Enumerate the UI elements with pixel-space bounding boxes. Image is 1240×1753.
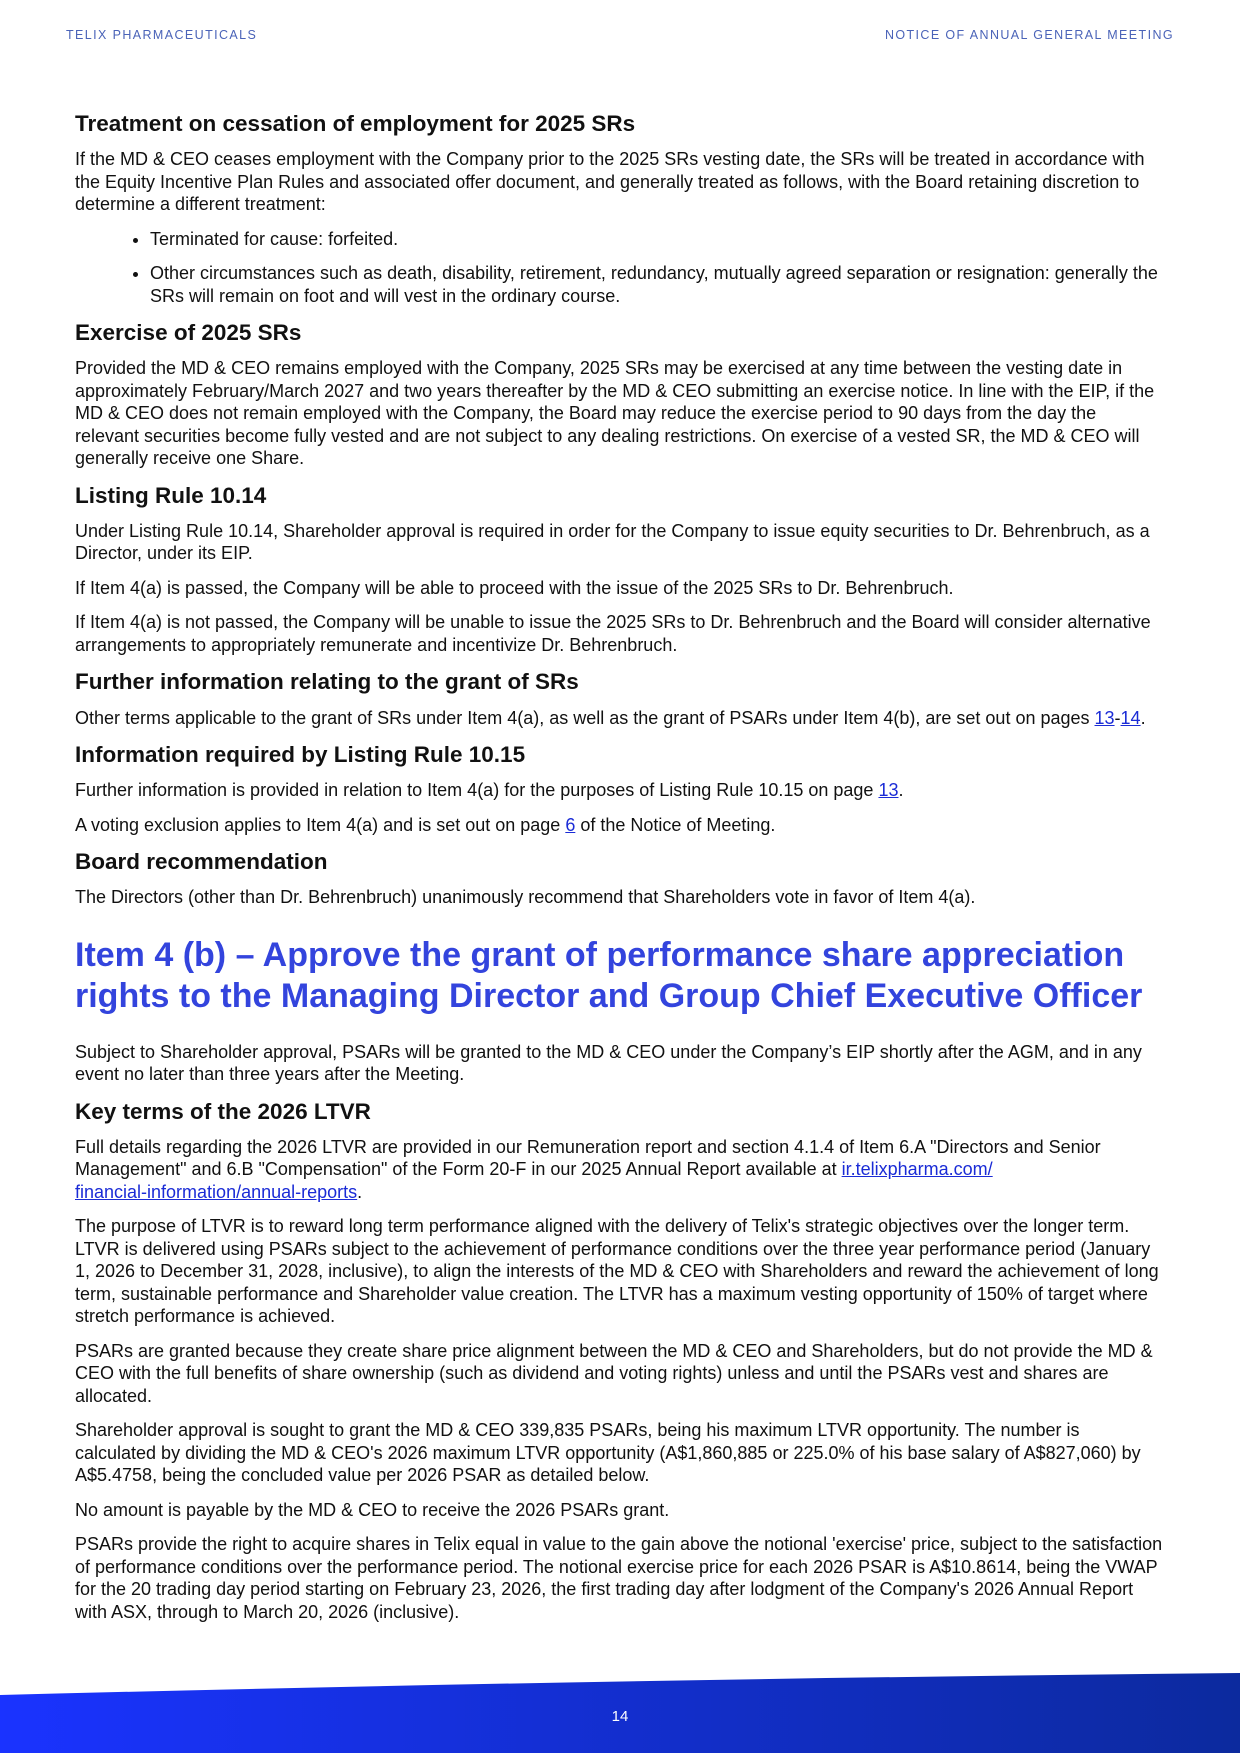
listing-rule-paragraph-2: If Item 4(a) is passed, the Company will be able to proceed with the issue of the 2025 SRs to Dr. Behrenbruch. (75, 577, 954, 598)
further-info-end: . (1140, 707, 1146, 728)
further-info-body (75, 707, 1165, 730)
item-4b-title: Item 4 (b) – Approve the grant of performance share appreciation rights to the Managing Director and Group Chief Executive Officer (75, 935, 1143, 1015)
page-link-13[interactable]: 13 (878, 780, 899, 801)
key-terms-paragraph-2: The purpose of LTVR is to reward long term performance aligned with the delivery of Telix's strategic objectives over the longer term. LTVR is delivered using PSARs subject to the achievement of performance conditions over the three year performance period (January 1, 2026 to December 31, 2028, inclusive), to align the interests of the MD & CEO with Shareholders and reward the achievement of long term, sustainable performance and Shareholder value creation. The LTVR has a maximum vesting opportunity of 150% of target where stretch performance is achieved. (75, 1216, 1159, 1327)
page-link-6[interactable]: 6 (565, 814, 576, 835)
key-terms-paragraph-3: PSARs are granted because they create share price alignment between the MD & CEO and Shareholders, but do not provide the MD & CEO with the full benefits of share ownership (such as dividend and voting rights) unless and until the PSARs vest and shares are allocated. (75, 1340, 1153, 1406)
page-number: 14 (611, 1708, 629, 1725)
section-cessation (75, 110, 1165, 307)
header-company-name: TELIX PHARMACEUTICALS (66, 28, 258, 42)
key-terms-paragraph-6: PSARs provide the right to acquire shares in Telix equal in value to the gain above the notional 'exercise' price, subject to the satisfaction of performance conditions over the performance period. The notional exercise price for each 2026 PSAR is A$10.8614, being the VWAP for the 20 trading day period starting on February 23, 2026, the first trading day after lodgment of the Company's 2026 Annual Report with ASX, through to March 20, 2026 (inclusive). (75, 1534, 1163, 1622)
heading-further-info: Further information relating to the grant of SRs (75, 669, 579, 695)
board-recommendation-body: The Directors (other than Dr. Behrenbruch) unanimously recommend that Shareholders vote in favor of Item 4(a). (75, 887, 976, 908)
page-link-14[interactable]: 14 (1120, 707, 1141, 728)
heading-key-terms: Key terms of the 2026 LTVR (75, 1098, 371, 1124)
heading-board-recommendation: Board recommendation (75, 849, 328, 875)
item-4b-body: Subject to Shareholder approval, PSARs will be granted to the MD & CEO under the Company’s EIP shortly after the AGM, and in any event no later than three years after the Meeting. (75, 1041, 1142, 1085)
listing-rule-paragraph-1: Under Listing Rule 10.14, Shareholder approval is required in order for the Company to issue equity securities to Dr. Behrenbruch, as a Director, under its EIP. (75, 520, 1150, 564)
page-range-separator: - (1114, 707, 1121, 728)
section-further-info (75, 668, 1165, 729)
annual-reports-link-part-2: financial-information/annual-reports (75, 1181, 358, 1202)
key-terms-text-1: Full details regarding the 2026 LTVR are provided in our Remuneration report and section 4.1.4 of Item 6.A "Directors and Senior Management" and 6.B "Compensation" of the Form 20-F in our 2025 Annual Report available at (75, 1136, 1101, 1180)
list-item: • Other circumstances such as death, disability, retirement, redundancy, mutually agreed separation or resignation: generally the SRs will remain on foot and will vest in the ordinary course. (150, 262, 1165, 307)
info-required-paragraph-1 (75, 779, 1165, 802)
heading-listing-rule: Listing Rule 10.14 (75, 482, 267, 508)
listing-rule-paragraph-3: If Item 4(a) is not passed, the Company will be unable to issue the 2025 SRs to Dr. Behrenbruch and the Board will consider alternative arrangements to appropriately remunerate and incentivize Dr. Behrenbruch. (75, 612, 1151, 655)
cessation-intro: If the MD & CEO ceases employment with the Company prior to the 2025 SRs vesting date, the SRs will be treated in accordance with the Equity Incentive Plan Rules and associated offer document, and generally treated as follows, with the Board retaining discretion to determine a different treatment: (75, 149, 1145, 215)
annual-reports-link-part-1: ir.telixpharma.com/ (841, 1159, 993, 1180)
info-required-end-1: . (898, 780, 904, 801)
page-content (75, 110, 1165, 1635)
key-terms-end-1: . (357, 1181, 363, 1202)
further-info-text: Other terms applicable to the grant of SRs under Item 4(a), as well as the grant of PSARs under Item 4(b), are set out on pages (75, 707, 1095, 728)
info-required-text-1: Further information is provided in relation to Item 4(a) for the purposes of Listing Rule 10.15 on page (75, 780, 879, 801)
info-required-end-2: of the Notice of Meeting. (575, 814, 776, 835)
section-item-4b (75, 935, 1165, 1086)
section-exercise (75, 319, 1165, 470)
info-required-text-2: A voting exclusion applies to Item 4(a) and is set out on page (75, 814, 566, 835)
exercise-body: Provided the MD & CEO remains employed with the Company, 2025 SRs may be exercised at any time between the vesting date in approximately February/March 2027 and two years thereafter by the MD & CEO submitting an exercise notice. In line with the EIP, if the MD & CEO does not remain employed with the Company, the Board may reduce the exercise period to 90 days from the day the relevant securities become fully vested and are not subject to any dealing restrictions. On exercise of a vested SR, the MD & CEO will generally receive one Share. (75, 358, 1155, 469)
list-item: • Terminated for cause: forfeited. (150, 228, 1165, 251)
heading-cessation: Treatment on cessation of employment for 2025 SRs (75, 111, 636, 136)
key-terms-paragraph-5: No amount is payable by the MD & CEO to receive the 2026 PSARs grant. (75, 1499, 670, 1520)
key-terms-paragraph-1 (75, 1136, 1165, 1204)
section-board-recommendation (75, 848, 1165, 909)
section-key-terms (75, 1098, 1165, 1624)
header-document-title: NOTICE OF ANNUAL GENERAL MEETING (884, 28, 1174, 42)
section-listing-rule (75, 482, 1165, 657)
cessation-bullet-list (75, 228, 1165, 308)
section-info-required (75, 741, 1165, 836)
key-terms-paragraph-4: Shareholder approval is sought to grant the MD & CEO 339,835 PSARs, being his maximum LTVR opportunity. The number is calculated by dividing the MD & CEO's 2026 maximum LTVR opportunity (A$1,860,885 or 225.0% of his base salary of A$827,060) by A$5.4758, being the concluded value per 2026 PSAR as detailed below. (75, 1420, 1141, 1486)
info-required-paragraph-2 (75, 814, 1165, 837)
running-header (66, 28, 1174, 42)
heading-info-required: Information required by Listing Rule 10.15 (75, 742, 526, 767)
page-link-13[interactable]: 13 (1094, 707, 1115, 728)
heading-exercise: Exercise of 2025 SRs (75, 320, 302, 346)
